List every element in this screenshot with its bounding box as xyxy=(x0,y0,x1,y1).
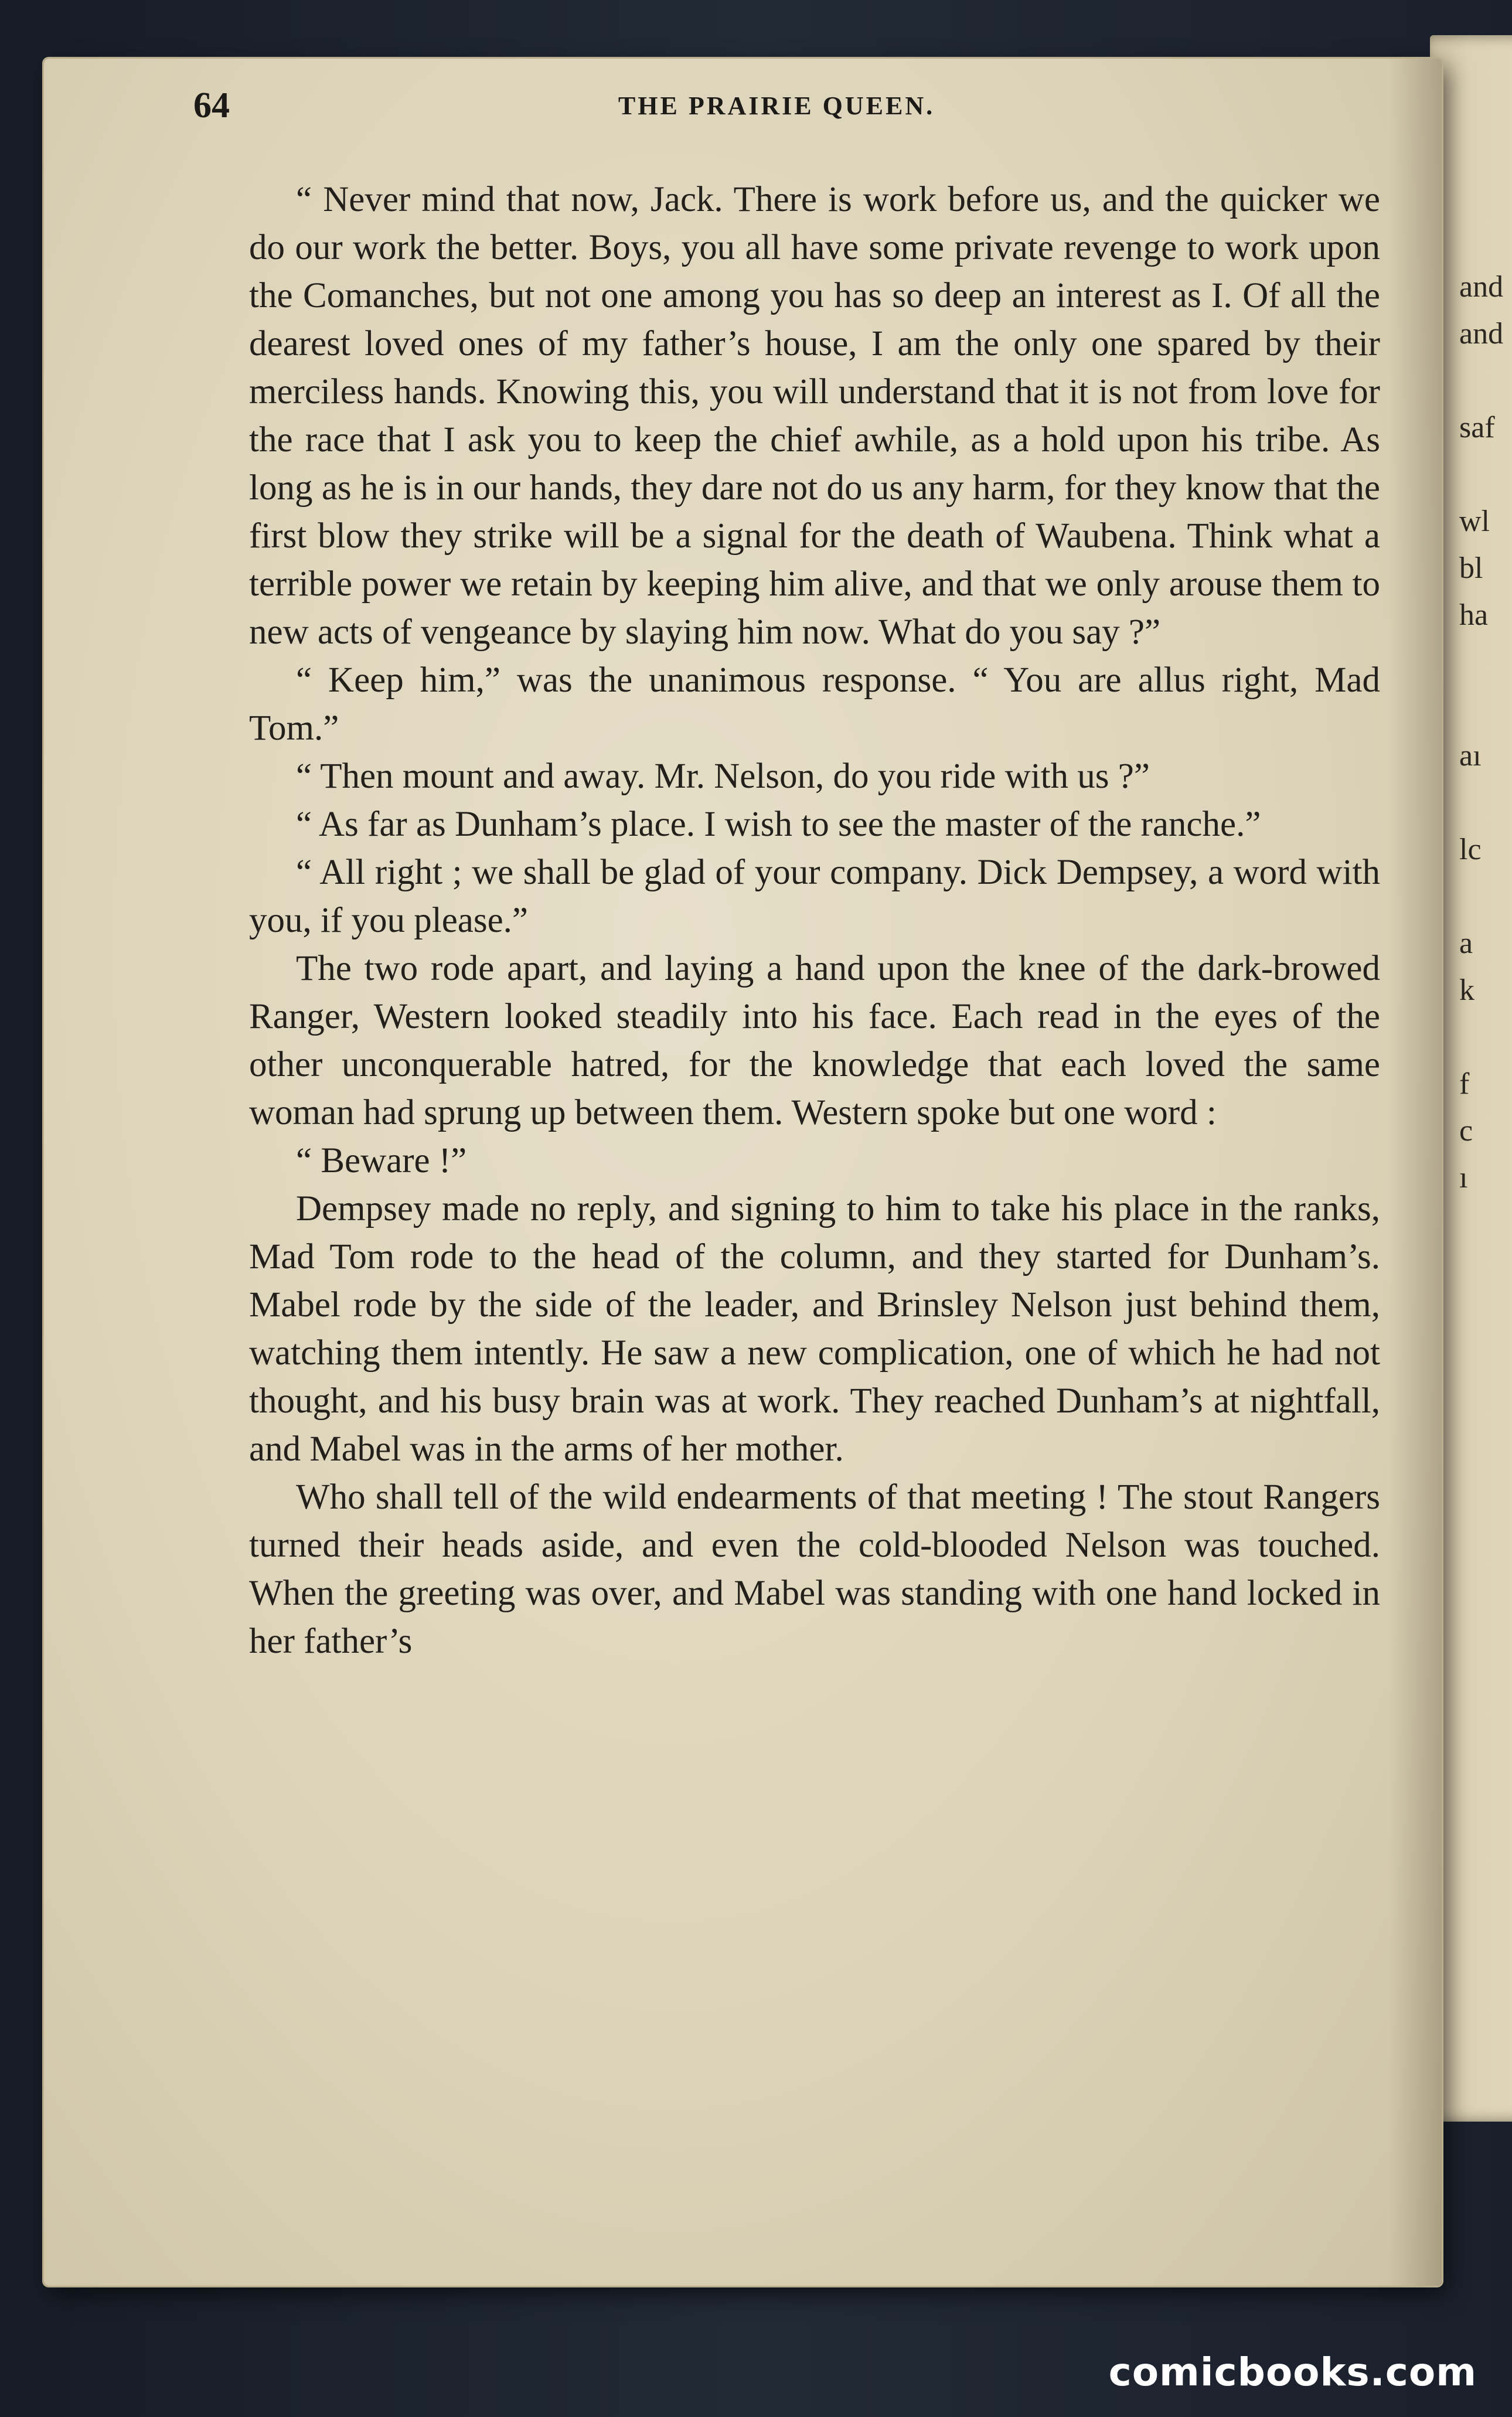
adjacent-page-fragment: and xyxy=(1459,270,1504,304)
paragraph: “ Keep him,” was the unanimous response. “ You are allus right, Mad Tom.” xyxy=(249,661,1380,748)
adjacent-page-fragment: ha xyxy=(1459,598,1489,632)
paragraph: The two rode apart, and laying a hand upon the knee of the dark-browed Ranger, Western looked steadily into his face. Each read in the eyes of the other unconquerable hatred, for the knowledge that each loved the same woman had sprung up between them. Western spoke but one word : xyxy=(249,949,1380,1132)
paragraph: “ As far as Dunham’s place. I wish to see the master of the ranche.” xyxy=(296,805,1261,844)
adjacent-page-fragment: saf xyxy=(1459,411,1495,444)
paragraph: Dempsey made no reply, and signing to him to take his place in the ranks, Mad Tom rode to the head of the column, and they started for Dunham’s. Mabel rode by the side of the leader, and Brinsley Nelson just behind them, watching them intently. He saw a new complication, one of which he had not thought, and his busy brain was at work. They reached Dunham’s at nightfall, and Mabel was in the arms of her mother. xyxy=(249,1189,1380,1469)
watermark: comicbooks.com xyxy=(1108,2350,1477,2395)
adjacent-page-fragment: and xyxy=(1459,317,1504,350)
gutter-shadow xyxy=(1389,59,1442,2286)
adjacent-page-fragment: aı xyxy=(1459,739,1482,772)
adjacent-page-fragment: bl xyxy=(1459,552,1483,585)
paragraph: “ Beware !” xyxy=(296,1141,467,1180)
adjacent-page-fragment: a xyxy=(1459,927,1473,960)
adjacent-page xyxy=(1430,35,1512,2122)
paragraph: “ Then mount and away. Mr. Nelson, do you ride with us ?” xyxy=(296,757,1150,796)
adjacent-page-fragment: k xyxy=(1459,973,1474,1007)
paragraph: “ All right ; we shall be glad of your company. Dick Dempsey, a word with you, if you please.” xyxy=(249,853,1380,940)
paragraph: “ Never mind that now, Jack. There is work before us, and the quicker we do our work the better. Boys, you all have some private revenge to work upon the Comanches, but not one among you has so deep an interest as I. Of all the dearest loved ones of my father’s house, I am the only one spared by their merciless hands. Knowing this, you will understand that it is not from love for the race that I ask you to keep the chief awhile, as a hold upon his tribe. As long as he is in our hands, they dare not do us any harm, for they know that the first blow they strike will be a signal for the death of Waubena. Think what a terrible power we retain by keeping him alive, and that we only arouse them to new acts of vengeance by slaying him now. What do you say ?” xyxy=(249,180,1380,652)
adjacent-page-fragment: c xyxy=(1459,1114,1473,1148)
paragraph: Who shall tell of the wild endearments of that meeting ! The stout Rangers turned their heads aside, and even the cold-blooded Nelson was touched. When the greeting was over, and Mabel was standing with one hand locked in her father’s xyxy=(249,1478,1380,1661)
adjacent-page-fragment: ı xyxy=(1459,1161,1468,1194)
running-title: THE PRAIRIE QUEEN. xyxy=(618,91,935,120)
page-number: 64 xyxy=(193,86,230,125)
adjacent-page-fragment: wl xyxy=(1459,505,1490,538)
page-header xyxy=(193,85,1360,132)
adjacent-page-fragment: lc xyxy=(1459,833,1482,866)
body-text xyxy=(249,176,1380,1666)
adjacent-page-fragment: f xyxy=(1459,1067,1470,1101)
